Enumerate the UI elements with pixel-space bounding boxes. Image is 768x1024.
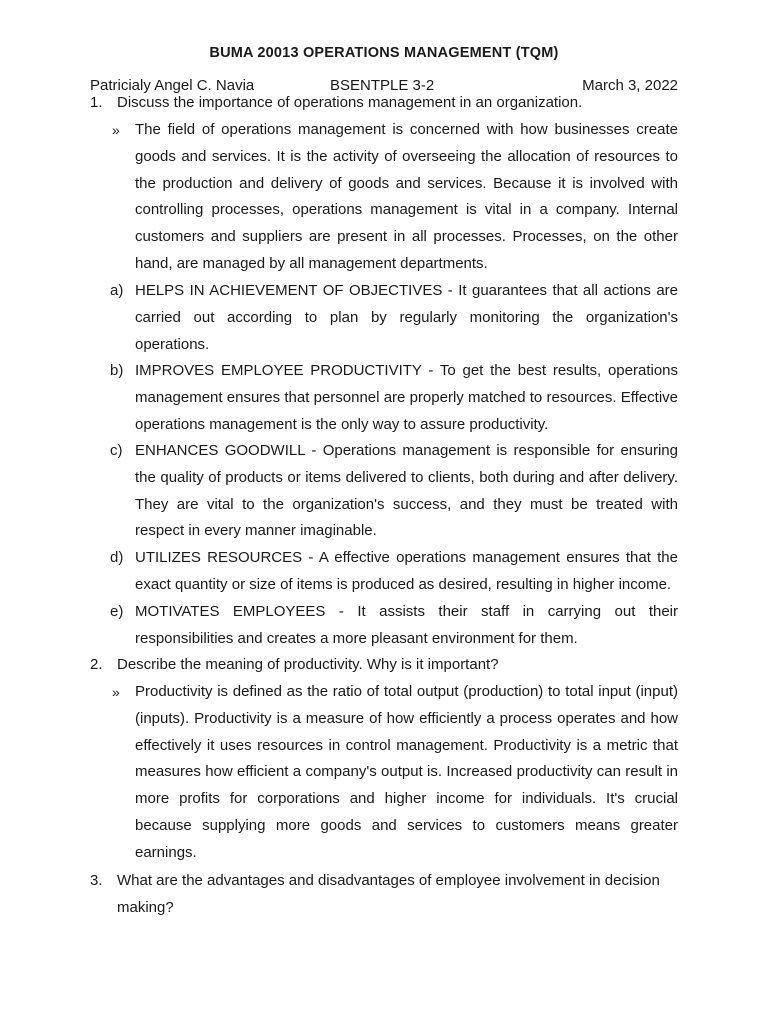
- point-text: ENHANCES GOODWILL - Operations management is responsible for ensuring the quality of products or items delivered to clients, both during and after delivery. They are vital to the organization's success, and they must be treated with respect in every manner imaginable.: [135, 442, 678, 540]
- point-label: d): [110, 549, 124, 566]
- question-text: What are the advantages and disadvantages of employee involvement in decision making?: [117, 872, 660, 916]
- question-number: 3.: [90, 872, 103, 889]
- question-2: [90, 652, 678, 679]
- question-1: [90, 90, 678, 117]
- point-label: a): [110, 282, 124, 299]
- point-label: b): [110, 362, 124, 379]
- answer-1: [110, 117, 678, 278]
- document-date: March 3, 2022: [582, 77, 678, 94]
- question-number: 2.: [90, 656, 103, 673]
- point-text: MOTIVATES EMPLOYEES - It assists their staff in carrying out their responsibilities and creates a more pleasant environment for them.: [135, 603, 678, 647]
- point-c: [110, 438, 678, 545]
- question-number: 1.: [90, 94, 103, 111]
- student-name: Patricialy Angel C. Navia: [90, 77, 255, 94]
- answer-2: [110, 679, 678, 867]
- point-text: HELPS IN ACHIEVEMENT OF OBJECTIVES - It guarantees that all actions are carried out according to plan by regularly monitoring the organization's operations.: [135, 282, 678, 353]
- point-label: c): [110, 442, 123, 459]
- document-title: BUMA 20013 OPERATIONS MANAGEMENT (TQM): [209, 45, 559, 61]
- question-text: Discuss the importance of operations management in an organization.: [117, 94, 583, 111]
- point-text: UTILIZES RESOURCES - A effective operations management ensures that the exact quantity or size of items is produced as desired, resulting in higher income.: [135, 549, 678, 593]
- point-e: [110, 599, 678, 653]
- point-d: [110, 545, 678, 599]
- class-section: BSENTPLE 3-2: [330, 77, 435, 94]
- question-text: Describe the meaning of productivity. Why is it important?: [117, 656, 499, 673]
- point-a: [110, 278, 678, 358]
- question-3: [90, 868, 678, 922]
- point-text: IMPROVES EMPLOYEE PRODUCTIVITY - To get the best results, operations management ensures that personnel are properly matched to resources. Effective operations management is the only way to assure productivity.: [135, 362, 678, 433]
- point-label: e): [110, 603, 124, 620]
- point-b: [110, 358, 678, 438]
- bullet-icon: »: [112, 122, 120, 138]
- bullet-icon: »: [112, 684, 120, 700]
- answer-text: The field of operations management is concerned with how businesses create goods and services. It is the activity of overseeing the allocation of resources to the production and delivery of goods and services. Because it is involved with controlling processes, operations management is vital in a company. Internal customers and suppliers are present in all processes. Processes, on the other hand, are managed by all management departments.: [135, 121, 678, 272]
- answer-text: Productivity is defined as the ratio of total output (production) to total input (input) (inputs). Productivity is a measure of how efficiently a process operates and how effectively it uses resources in control management. Productivity is a metric that measures how efficient a company's output is. Increased productivity can result in more profits for corporations and higher income for individuals. It's crucial because supplying more goods and services to customers means greater earnings.: [135, 683, 678, 861]
